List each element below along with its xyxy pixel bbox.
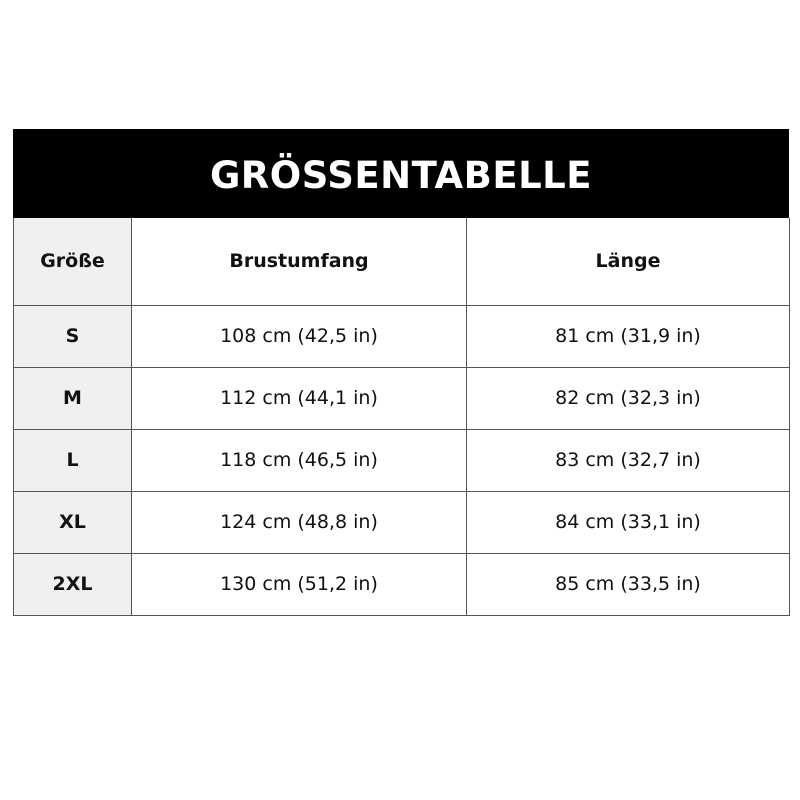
- length-cell: 85 cm (33,5 in): [467, 553, 790, 615]
- length-cell: 82 cm (32,3 in): [467, 367, 790, 429]
- table-row: [14, 491, 790, 553]
- length-cell: 81 cm (31,9 in): [467, 305, 790, 367]
- table-row: [14, 553, 790, 615]
- size-chart: [13, 129, 789, 616]
- size-cell: 2XL: [14, 553, 132, 615]
- table-row: [14, 305, 790, 367]
- size-cell: L: [14, 429, 132, 491]
- size-cell: S: [14, 305, 132, 367]
- column-header-size: Größe: [14, 218, 132, 305]
- chest-cell: 112 cm (44,1 in): [132, 367, 467, 429]
- table-header-row: [14, 218, 790, 305]
- chest-cell: 130 cm (51,2 in): [132, 553, 467, 615]
- chest-cell: 124 cm (48,8 in): [132, 491, 467, 553]
- size-table: [13, 218, 790, 616]
- chest-cell: 118 cm (46,5 in): [132, 429, 467, 491]
- size-cell: XL: [14, 491, 132, 553]
- table-row: [14, 367, 790, 429]
- size-cell: M: [14, 367, 132, 429]
- length-cell: 84 cm (33,1 in): [467, 491, 790, 553]
- column-header-chest: Brustumfang: [132, 218, 467, 305]
- table-row: [14, 429, 790, 491]
- chart-title: GRÖSSENTABELLE: [209, 154, 593, 197]
- length-cell: 83 cm (32,7 in): [467, 429, 790, 491]
- chest-cell: 108 cm (42,5 in): [132, 305, 467, 367]
- chart-header: [13, 129, 789, 218]
- column-header-length: Länge: [467, 218, 790, 305]
